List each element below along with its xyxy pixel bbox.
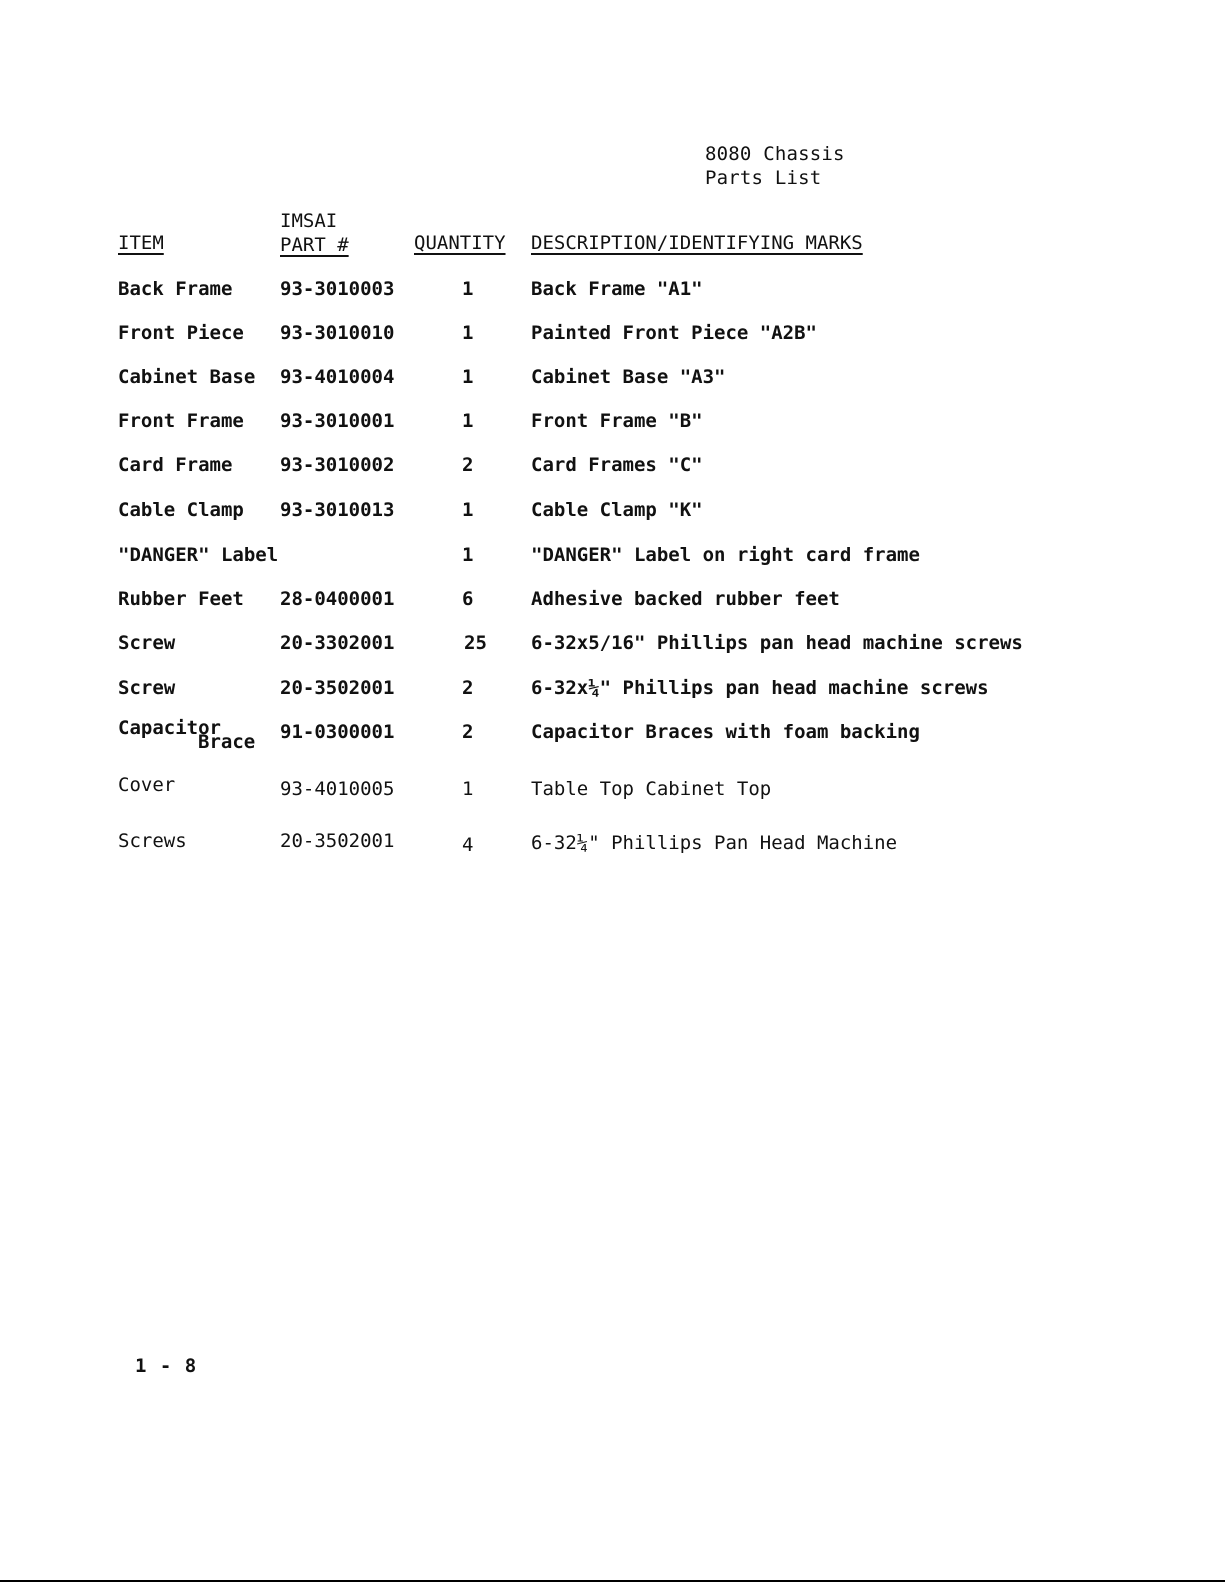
row-item: Screw bbox=[118, 632, 176, 654]
table-row bbox=[0, 410, 1225, 440]
row-quantity: 4 bbox=[462, 834, 474, 856]
row-quantity: 1 bbox=[462, 322, 474, 344]
row-description: Back Frame "A1" bbox=[531, 278, 703, 300]
row-item: Rubber Feet bbox=[118, 588, 244, 610]
row-part-number: 20-3502001 bbox=[280, 677, 395, 699]
table-row bbox=[0, 322, 1225, 352]
row-part-number: 93-3010003 bbox=[280, 278, 395, 300]
row-quantity: 1 bbox=[462, 499, 474, 521]
row-description: Cabinet Base "A3" bbox=[531, 366, 726, 388]
table-row bbox=[0, 677, 1225, 707]
row-item: Back Frame bbox=[118, 278, 233, 300]
row-item: Cable Clamp bbox=[118, 499, 244, 521]
row-part-number: 93-4010005 bbox=[280, 778, 395, 800]
row-part-number: 93-4010004 bbox=[280, 366, 395, 388]
header-quantity-label: QUANTITY bbox=[414, 232, 506, 254]
row-part-number: 20-3502001 bbox=[280, 830, 395, 852]
row-quantity: 2 bbox=[462, 721, 474, 743]
row-description: 6-32x¼" Phillips pan head machine screws bbox=[531, 677, 989, 699]
title-line-1: 8080 Chassis bbox=[705, 143, 845, 165]
header-description bbox=[531, 232, 863, 254]
header-part-bottom: PART # bbox=[280, 234, 349, 256]
row-description: Painted Front Piece "A2B" bbox=[531, 322, 817, 344]
row-description: Cable Clamp "K" bbox=[531, 499, 703, 521]
row-item: Front Frame bbox=[118, 410, 244, 432]
row-part-number: 93-3010001 bbox=[280, 410, 395, 432]
row-description: 6-32¼" Phillips Pan Head Machine bbox=[531, 832, 898, 854]
row-description: Card Frames "C" bbox=[531, 454, 703, 476]
row-item: Card Frame bbox=[118, 454, 233, 476]
row-description: 6-32x5/16" Phillips pan head machine screws bbox=[531, 632, 1023, 654]
row-part-number: 28-0400001 bbox=[280, 588, 395, 610]
header-item bbox=[118, 232, 164, 254]
table-row bbox=[0, 774, 1225, 804]
row-part-number: 93-3010013 bbox=[280, 499, 395, 521]
table-row bbox=[0, 544, 1225, 574]
table-row bbox=[0, 632, 1225, 662]
row-part-number: 93-3010010 bbox=[280, 322, 395, 344]
row-description: Table Top Cabinet Top bbox=[531, 778, 772, 800]
page-bottom-edge bbox=[0, 1580, 1225, 1582]
header-quantity bbox=[414, 232, 506, 254]
row-item: Cover bbox=[118, 774, 176, 796]
row-quantity: 1 bbox=[462, 366, 474, 388]
row-item-line-1: Capacitor bbox=[118, 717, 221, 739]
row-part-number: 93-3010002 bbox=[280, 454, 395, 476]
header-item-label: ITEM bbox=[118, 232, 164, 254]
row-quantity: 2 bbox=[462, 677, 474, 699]
header-description-label: DESCRIPTION/IDENTIFYING MARKS bbox=[531, 232, 863, 254]
table-row bbox=[0, 366, 1225, 396]
row-description: Front Frame "B" bbox=[531, 410, 703, 432]
page-number: 1 - 8 bbox=[135, 1355, 198, 1377]
row-item: Cabinet Base bbox=[118, 366, 256, 388]
header-part bbox=[280, 209, 349, 257]
header-part-top: IMSAI bbox=[280, 210, 338, 232]
row-item: Front Piece bbox=[118, 322, 244, 344]
row-quantity: 25 bbox=[464, 632, 487, 654]
row-quantity: 2 bbox=[462, 454, 474, 476]
row-item: Screws bbox=[118, 830, 187, 852]
table-row bbox=[0, 830, 1225, 860]
row-item: Screw bbox=[118, 677, 176, 699]
table-row bbox=[0, 717, 1225, 757]
row-item: "DANGER" Label bbox=[118, 544, 279, 566]
row-description: Capacitor Braces with foam backing bbox=[531, 721, 920, 743]
row-description: Adhesive backed rubber feet bbox=[531, 588, 840, 610]
title-line-2: Parts List bbox=[705, 167, 822, 189]
row-quantity: 1 bbox=[462, 778, 474, 800]
row-item bbox=[118, 717, 256, 753]
table-row bbox=[0, 278, 1225, 308]
row-part-number: 20-3302001 bbox=[280, 632, 395, 654]
row-quantity: 1 bbox=[462, 544, 474, 566]
table-row bbox=[0, 499, 1225, 529]
row-quantity: 1 bbox=[462, 278, 474, 300]
row-description: "DANGER" Label on right card frame bbox=[531, 544, 920, 566]
row-quantity: 1 bbox=[462, 410, 474, 432]
title-block bbox=[705, 142, 845, 190]
row-item-line-2: Brace bbox=[198, 731, 256, 753]
table-row bbox=[0, 588, 1225, 618]
table-row bbox=[0, 454, 1225, 484]
row-part-number: 91-0300001 bbox=[280, 721, 395, 743]
row-quantity: 6 bbox=[462, 588, 474, 610]
